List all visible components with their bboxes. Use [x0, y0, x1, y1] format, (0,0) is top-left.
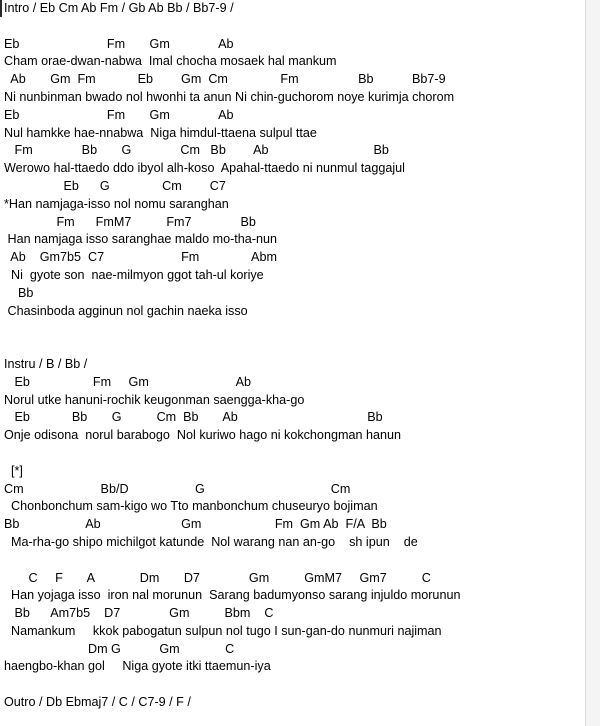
lyric-line: Norul utke hanuni-rochik keugonman saengga-kha-go: [4, 392, 305, 407]
chord-line: Bb Am7b5 D7 Gm Bbm C: [4, 606, 274, 621]
lyric-line: haengbo-khan gol Niga gyote itki ttaemun-iya: [4, 659, 271, 674]
chord-line: Ab Gm7b5 C7 Fm Abm: [4, 250, 277, 265]
text-line: [0, 18, 586, 36]
chord-line: Eb Bb G Cm Bb Ab Bb: [4, 410, 383, 425]
text-line-intro: Intro / Eb Cm Ab Fm / Gb Ab Bb / Bb7-9 /: [4, 1, 234, 15]
text-line-instru: Instru / B / Bb /: [4, 356, 88, 371]
lyric-line: Cham orae-dwan-nabwa Imal chocha mosaek hal mankum: [4, 54, 337, 69]
lyric-line: Ni gyote son nae-milmyon ggot tah-ul koriye: [4, 267, 264, 282]
lyric-line: Han namjaga isso saranghae maldo mo-tha-nun: [4, 232, 278, 247]
lyric-line: Onje odisona norul barabogo Nol kuriwo hago ni kokchongman hanun: [4, 428, 401, 443]
lyric-line: Ma-rha-go shipo michilgot katunde Nol warang nan an-go sh ipun de: [4, 534, 418, 549]
chord-line: Bb: [4, 285, 34, 300]
lyric-line: *Han namjaga-isso nol nomu saranghan: [4, 196, 229, 211]
text-cursor: [0, 0, 2, 17]
lyric-line: Nul hamkke hae-nnabwa Niga himdul-ttaena sulpul ttae: [4, 125, 317, 140]
lyric-line: Werowo hal-ttaedo ddo ibyol alh-koso Apahal-ttaedo ni nunmul taggajul: [4, 161, 405, 176]
vertical-scrollbar[interactable]: [585, 0, 600, 726]
lyric-line: Chonbonchum sam-kigo wo Tto manbonchum chuseuryo bojiman: [4, 499, 378, 514]
text-line-chorus-marker: [*]: [4, 463, 23, 478]
text-line: [0, 320, 586, 338]
text-line-outro: Outro / Db Ebmaj7 / C / C7-9 / F /: [4, 695, 191, 710]
lyric-line: Ni nunbinman bwado nol hwonhi ta anun Ni chin-guchorom noye kurimja chorom: [4, 89, 455, 104]
chord-line: Eb G Cm C7: [4, 178, 226, 193]
text-line: [0, 338, 586, 356]
chord-line: Eb Fm Gm Ab: [4, 107, 234, 122]
chord-line: Dm G Gm C: [4, 641, 235, 656]
chord-line: Eb Fm Gm Ab: [4, 36, 234, 51]
lyric-line: Namankum kkok pabogatun sulpun nol tugo I sun-gan-do nunmuri najiman: [4, 623, 442, 638]
chord-line: Cm Bb/D G Cm: [4, 481, 351, 496]
chord-line: Eb Fm Gm Ab: [4, 374, 252, 389]
chord-line: Fm Bb G Cm Bb Ab Bb: [4, 143, 389, 158]
chord-line: Bb Ab Gm Fm Gm Ab F/A Bb: [4, 517, 387, 532]
chord-line: Ab Gm Fm Eb Gm Cm Fm Bb Bb7-9: [4, 72, 446, 87]
lyric-line: Han yojaga isso iron nal morunun Sarang badumyonso sarang injuldo morunun: [4, 588, 461, 603]
text-line: [0, 552, 586, 570]
text-line: [0, 676, 586, 694]
lyric-line: Chasinboda agginun nol gachin naeka isso: [4, 303, 248, 318]
chord-line: C F A Dm D7 Gm GmM7 Gm7 C: [4, 570, 431, 585]
text-line: [0, 445, 586, 463]
chord-line: Fm FmM7 Fm7 Bb: [4, 214, 256, 229]
